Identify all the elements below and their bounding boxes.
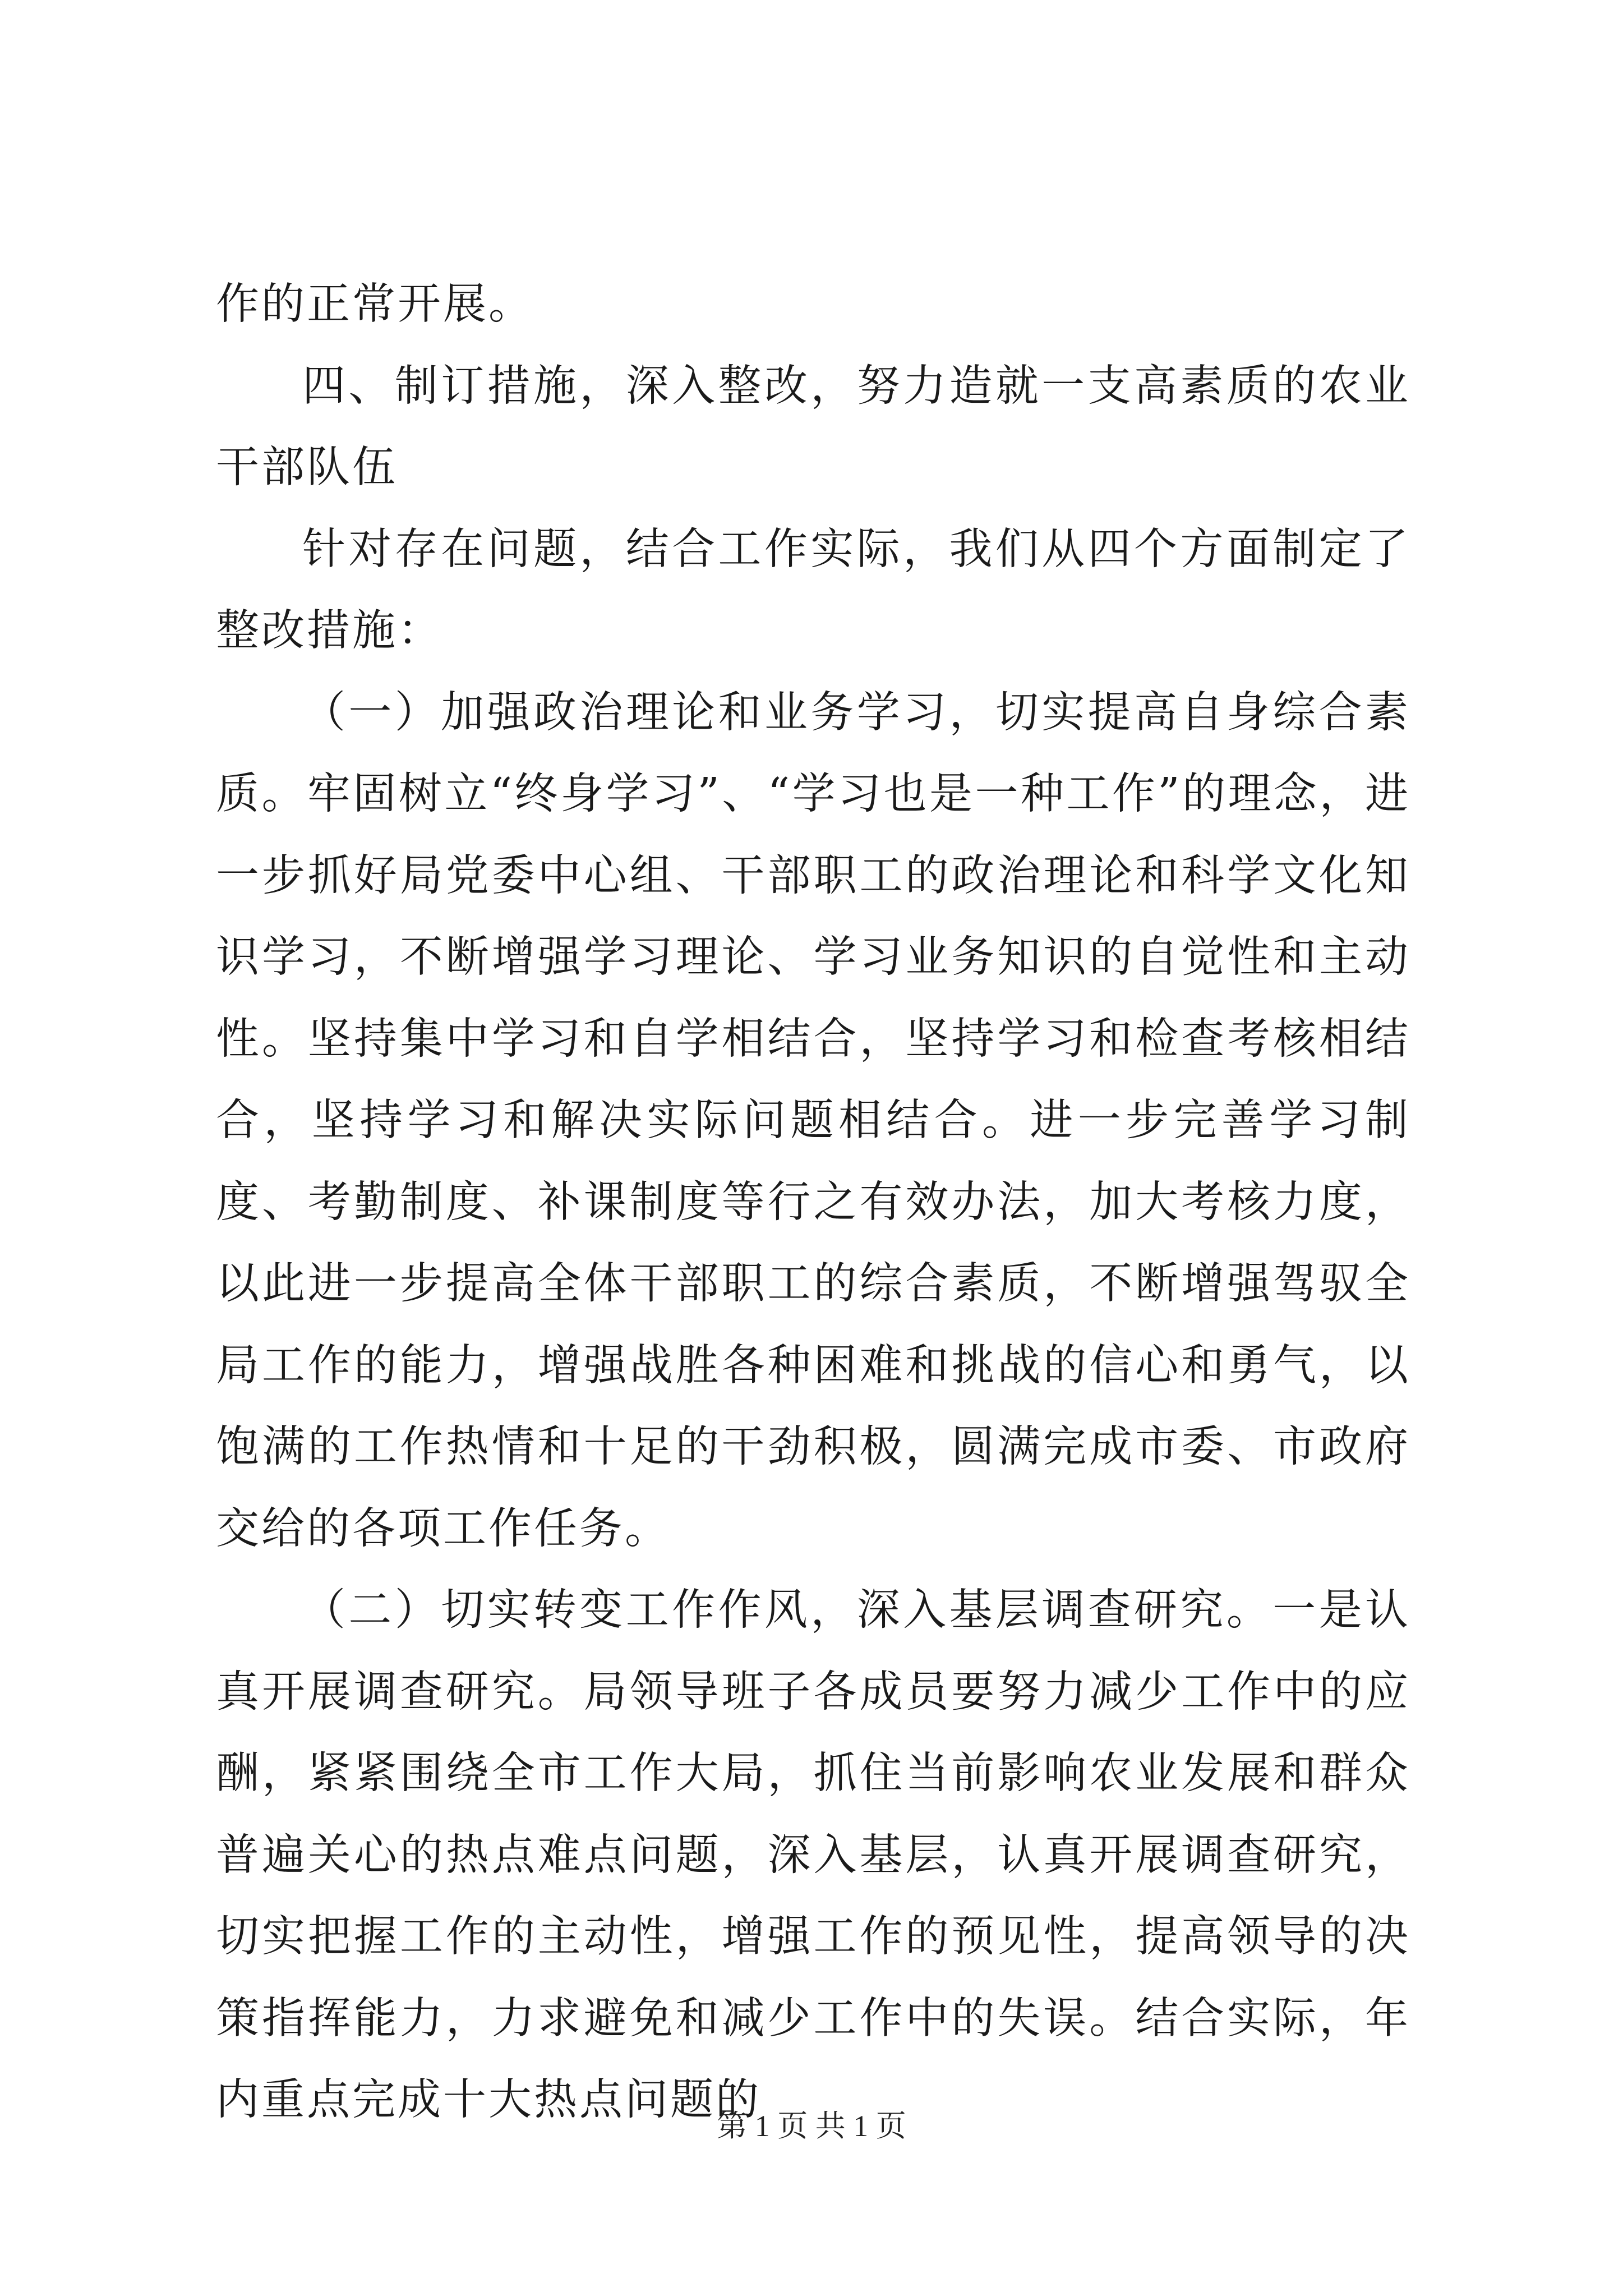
section-heading: 四、制订措施，深入整改，努力造就一支高素质的农业干部队伍 [216,361,1410,493]
page-footer: 第 1 页 共 1 页 [717,2109,906,2143]
paragraph-measure-1: （一）加强政治理论和业务学习，切实提高自身综合素质。牢固树立“终身学习”、“学习也是一种工作”的理念，进一步抓好局党委中心组、干部职工的政治理论和科学文化知识学习，不断增强学习理论、学习业务知识的自觉性和主动性。坚持集中学习和自学相结合，坚持学习和检查考核相结合，坚持学习和解决实际问题相结合。进一步完善学习制度、考勤制度、补课制度等行之有效办法，加大考核力度，以此进一步提高全体干部职工的综合素质，不断增强驾驭全局工作的能力，增强战胜各种困难和挑战的信心和勇气，以饱满的工作热情和十足的干劲积极，圆满完成市委、市政府交给的各项工作任务。 [216,687,1410,1554]
paragraph-intro: 针对存在问题，结合工作实际，我们从四个方面制定了整改措施： [216,524,1410,656]
paragraph-measure-2: （二）切实转变工作作风，深入基层调查研究。一是认真开展调查研究。局领导班子各成员要努力减少工作中的应酬，紧紧围绕全市工作大局，抓住当前影响农业发展和群众普遍关心的热点难点问题，深入基层，认真开展调查研究，切实把握工作的主动性，增强工作的预见性，提高领导的决策指挥能力，力求避免和减少工作中的失误。结合实际，年内重点完成十大热点问题的 [216,1585,1410,2125]
paragraph-continuation: 作的正常开展。 [216,279,534,329]
document-body [216,264,1410,2141]
